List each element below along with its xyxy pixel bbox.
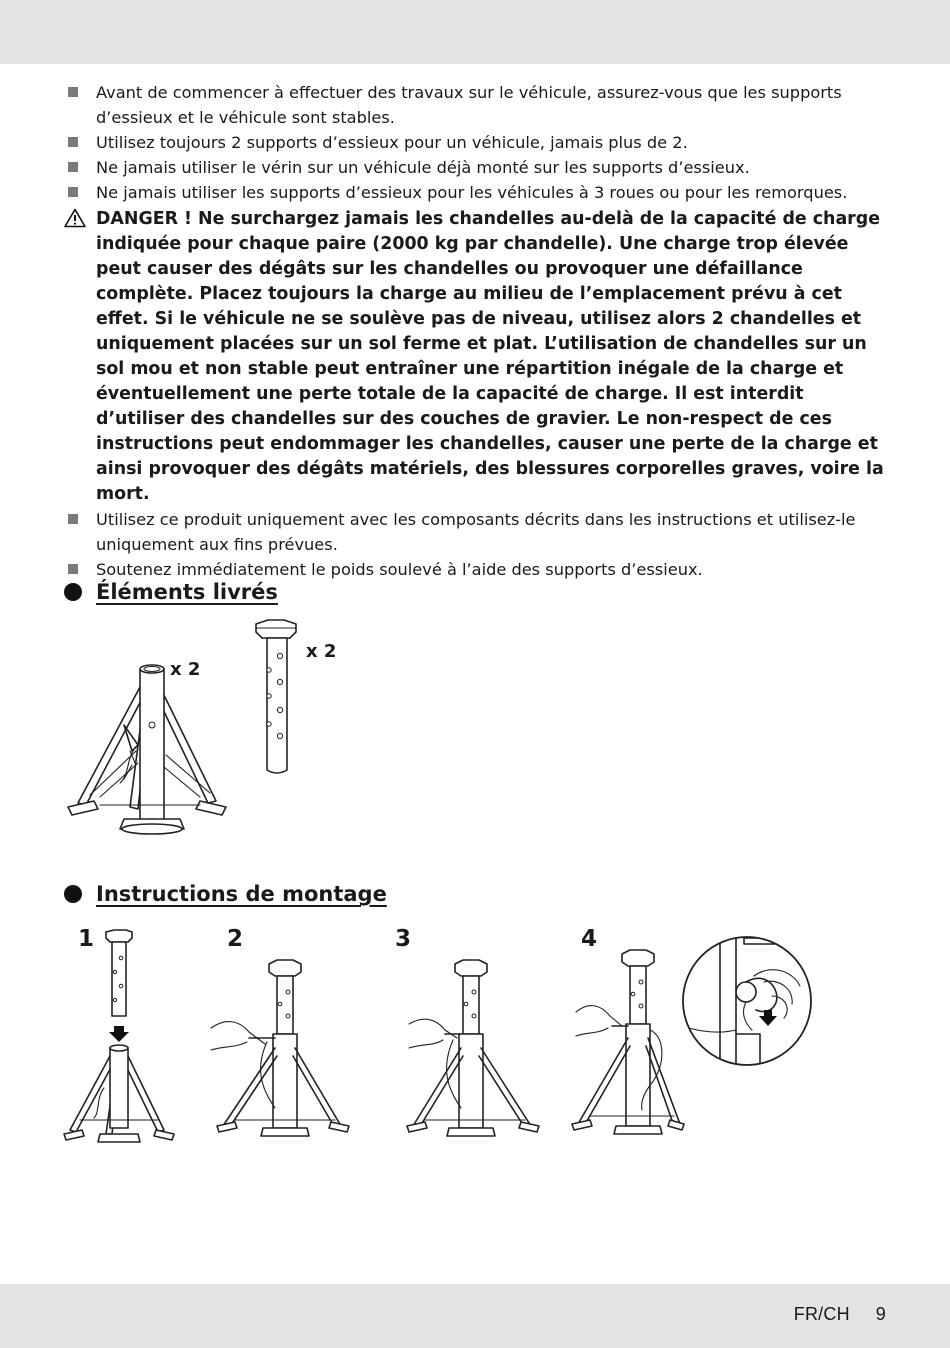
step-number-1: 1 — [78, 926, 95, 952]
list-item — [64, 155, 890, 180]
bullet-text: Avant de commencer à effectuer des travaux sur le véhicule, assurez-vous que les supports d’essieux et le véhicule sont stables. — [96, 83, 842, 127]
danger-text: DANGER ! Ne surchargez jamais les chandelles au-delà de la capacité de charge indiquée pour chaque paire (2000 kg par chandelle). Une charge trop élevée peut causer des dégâts sur les chandelles ou provoquer une défaillance complète. Placez toujours la charge au milieu de l’emplacement prévu à cet effet. Si le véhicule ne se soulève pas de niveau, utilisez alors 2 chandelles et uniquement placées sur un sol ferme et plat. L’utilisation de chandelles sur un sol mou et non stable peut entraîner une répartition inégale de la charge et éventuellement une perte totale de la capacité de charge. Il est interdit d’utiliser des chandelles sur des couches de gravier. Le non-respect de ces instructions peut endommager les chandelles, causer une perte de la charge et ainsi provoquer des dégâts matériels, des blessures corporelles graves, voire la mort. — [96, 209, 884, 504]
step-3-illustration — [405, 958, 555, 1138]
page-number: 9 — [875, 1304, 886, 1324]
bullet-text: Utilisez toujours 2 supports d’essieux pour un véhicule, jamais plus de 2. — [96, 133, 688, 152]
list-item — [64, 80, 890, 130]
instruction-list — [64, 80, 890, 582]
square-bullet-icon — [68, 564, 78, 574]
header-band — [0, 0, 950, 64]
jack-stand-column-illustration — [250, 618, 310, 783]
bullet-dot-icon — [64, 885, 82, 903]
bullet-text: Soutenez immédiatement le poids soulevé à l’aide des supports d’essieux. — [96, 560, 703, 579]
bullet-text: Ne jamais utiliser le vérin sur un véhicule déjà monté sur les supports d’essieux. — [96, 158, 750, 177]
square-bullet-icon — [68, 187, 78, 197]
list-item — [64, 130, 890, 155]
section-title: Instructions de montage — [96, 882, 387, 906]
warning-triangle-icon — [64, 208, 86, 228]
step-4-illustration — [570, 940, 685, 1140]
square-bullet-icon — [68, 514, 78, 524]
section-heading-assembly — [64, 880, 387, 908]
bullet-text: Utilisez ce produit uniquement avec les composants décrits dans les instructions et utilisez-le uniquement aux fins prévues. — [96, 510, 856, 554]
list-item — [64, 507, 890, 557]
jack-stand-base-illustration — [60, 655, 240, 845]
square-bullet-icon — [68, 137, 78, 147]
bullet-text: Ne jamais utiliser les supports d’essieux pour les véhicules à 3 roues ou pour les remorques. — [96, 183, 848, 202]
step-number-4: 4 — [581, 926, 598, 952]
step-4-detail-illustration — [680, 934, 814, 1068]
list-item — [64, 180, 890, 205]
step-1-illustration — [60, 928, 180, 1148]
section-heading-delivered — [64, 578, 278, 606]
quantity-label-base: x 2 — [170, 659, 201, 680]
bullet-dot-icon — [64, 583, 82, 601]
footer-locale: FR/CH — [793, 1304, 850, 1324]
quantity-label-column: x 2 — [306, 641, 337, 662]
danger-warning — [64, 207, 890, 507]
square-bullet-icon — [68, 162, 78, 172]
step-number-3: 3 — [395, 926, 412, 952]
square-bullet-icon — [68, 87, 78, 97]
page-footer — [794, 1304, 886, 1325]
section-title: Éléments livrés — [96, 580, 278, 604]
step-2-illustration — [205, 958, 355, 1138]
step-number-2: 2 — [227, 926, 244, 952]
